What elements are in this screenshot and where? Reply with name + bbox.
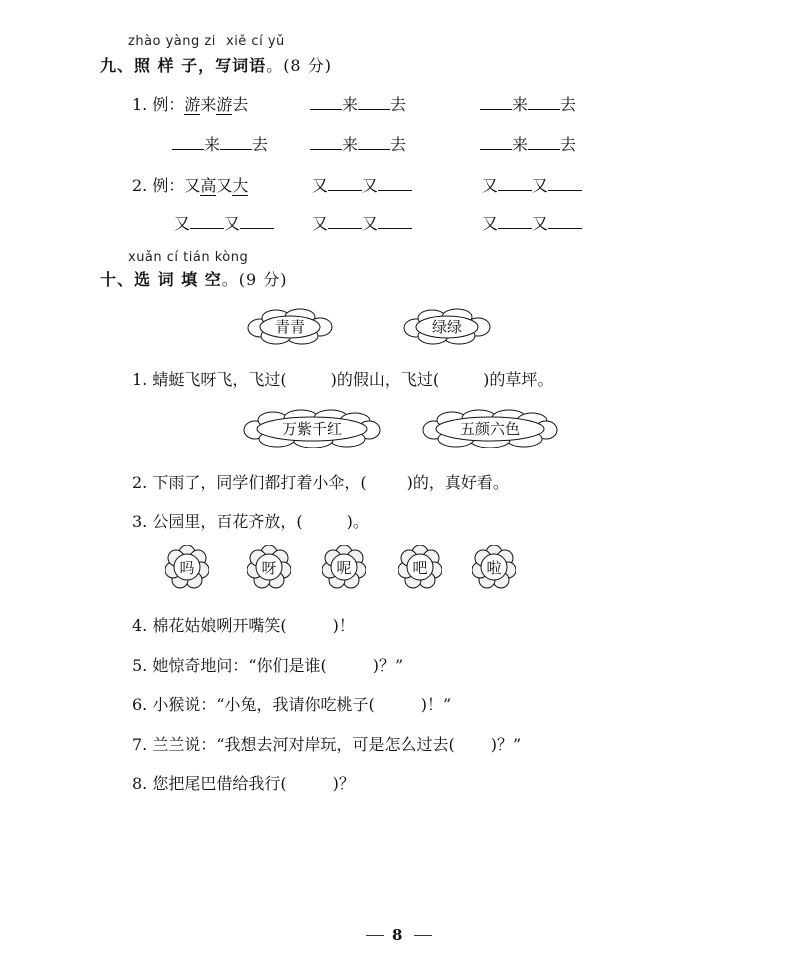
fill-pattern-lai-qu — [310, 92, 406, 115]
word-cloud-wuyan — [422, 408, 558, 448]
fixed-char: 去 — [390, 135, 407, 154]
fixed-char: 又 — [174, 214, 191, 233]
fixed-char: 来 — [512, 95, 529, 114]
example-char: 游 — [184, 95, 201, 114]
answer-blank[interactable] — [310, 135, 342, 150]
example-char: 去 — [232, 95, 249, 114]
question-text: )。 — [346, 512, 369, 531]
answer-blank[interactable] — [310, 95, 342, 110]
answer-blank[interactable] — [220, 135, 252, 150]
answer-blank[interactable] — [358, 95, 390, 110]
question-text: 1. 蜻蜓飞呀飞，飞过( — [132, 370, 287, 389]
answer-blank[interactable] — [328, 176, 362, 191]
question-text: )的假山，飞过( — [330, 370, 440, 389]
example-char: 高 — [200, 176, 217, 195]
answer-blank[interactable] — [378, 214, 412, 229]
fixed-char: 又 — [532, 214, 549, 233]
question-text: 3. 公园里，百花齐放，( — [132, 512, 303, 531]
fixed-char: 去 — [390, 95, 407, 114]
fixed-char: 又 — [224, 214, 241, 233]
answer-blank[interactable] — [548, 176, 582, 191]
answer-blank[interactable] — [480, 135, 512, 150]
flower-word: 吗 — [179, 559, 195, 577]
question-10-5 — [132, 653, 403, 676]
fixed-char: 又 — [482, 214, 499, 233]
example-char: 游 — [216, 95, 233, 114]
fill-pattern-lai-qu — [480, 132, 576, 155]
question-text: 8. 您把尾巴借给我行( — [132, 774, 287, 793]
fill-pattern-lai-qu — [172, 132, 268, 155]
cloud-word: 万紫千红 — [281, 420, 342, 438]
answer-blank[interactable] — [498, 176, 532, 191]
section-10-heading — [100, 267, 288, 290]
section-score: 。(8 分) — [266, 56, 332, 75]
section-9-heading — [100, 53, 332, 76]
answer-blank[interactable] — [240, 214, 274, 229]
fixed-char: 又 — [532, 176, 549, 195]
question-10-7 — [132, 732, 521, 755]
pinyin-title-9a: zhào yàng zi — [128, 34, 216, 49]
fixed-char: 又 — [312, 176, 329, 195]
fill-pattern-you-you — [174, 211, 274, 234]
q9-2-example — [132, 173, 248, 196]
answer-blank[interactable] — [328, 214, 362, 229]
question-10-4 — [132, 613, 355, 636]
flower-word: 呀 — [261, 559, 277, 577]
answer-blank[interactable] — [172, 135, 204, 150]
flower-word: 啦 — [486, 559, 502, 577]
section-title: 选 词 填 空 — [134, 270, 222, 289]
fixed-char: 又 — [482, 176, 499, 195]
fixed-char: 又 — [362, 176, 379, 195]
question-10-3 — [132, 509, 369, 532]
fixed-char: 来 — [342, 135, 359, 154]
example-char: 大 — [232, 176, 249, 195]
flower-word: 吧 — [412, 559, 428, 577]
answer-blank[interactable] — [358, 135, 390, 150]
section-number: 十、 — [100, 270, 135, 289]
answer-blank[interactable] — [498, 214, 532, 229]
answer-blank[interactable] — [548, 214, 582, 229]
question-text: 7. 兰兰说：“我想去河对岸玩，可是怎么过去( — [132, 735, 455, 754]
question-text: )？” — [372, 656, 404, 675]
q9-1-example — [132, 92, 248, 115]
fill-pattern-you-you — [482, 173, 582, 196]
fixed-char: 去 — [560, 135, 577, 154]
fixed-char: 来 — [204, 135, 221, 154]
question-text: 6. 小猴说：“小兔，我请你吃桃子( — [132, 695, 375, 714]
fixed-char: 去 — [560, 95, 577, 114]
question-10-6 — [132, 692, 451, 715]
flower-word-ba — [398, 545, 442, 589]
question-text: 5. 她惊奇地问：“你们是谁( — [132, 656, 327, 675]
question-text: )！” — [420, 695, 452, 714]
example-char: 来 — [200, 95, 217, 114]
answer-blank[interactable] — [528, 135, 560, 150]
fixed-char: 来 — [342, 95, 359, 114]
fill-pattern-you-you — [482, 211, 582, 234]
page-number: 8 — [392, 926, 403, 944]
question-text: 4. 棉花姑娘咧开嘴笑( — [132, 616, 287, 635]
question-text: 2. 下雨了，同学们都打着小伞，( — [132, 473, 367, 492]
fill-pattern-you-you — [312, 211, 412, 234]
question-text: )？ — [332, 774, 355, 793]
question-10-8 — [132, 771, 355, 794]
fill-pattern-you-you — [312, 173, 412, 196]
question-label: 2. 例： — [132, 176, 185, 195]
section-title: 照 样 子 — [134, 56, 199, 75]
footer-rule-left — [366, 935, 384, 936]
section-title-rest: ，写词语 — [198, 56, 267, 75]
cloud-word: 绿绿 — [431, 318, 462, 336]
cloud-word: 青青 — [274, 318, 305, 336]
section-score: 。(9 分) — [221, 270, 288, 289]
flower-word-ma — [165, 545, 209, 589]
flower-word-la — [472, 545, 516, 589]
answer-blank[interactable] — [378, 176, 412, 191]
answer-blank[interactable] — [528, 95, 560, 110]
question-10-1 — [132, 367, 553, 390]
word-cloud-qingqing — [246, 306, 334, 346]
footer-rule-right — [414, 935, 432, 936]
flower-word-ne — [322, 545, 366, 589]
section-number: 九、 — [100, 56, 135, 75]
answer-blank[interactable] — [190, 214, 224, 229]
answer-blank[interactable] — [480, 95, 512, 110]
question-10-2 — [132, 470, 509, 493]
question-text: )！ — [332, 616, 355, 635]
pinyin-title-10: xuǎn cí tián kòng — [128, 250, 249, 265]
question-text: )的，真好看。 — [406, 473, 509, 492]
fill-pattern-lai-qu — [310, 132, 406, 155]
question-label: 1. 例： — [132, 95, 185, 114]
fixed-char: 来 — [512, 135, 529, 154]
flower-word: 呢 — [336, 559, 352, 577]
fill-pattern-lai-qu — [480, 92, 576, 115]
word-cloud-lvlv — [402, 306, 492, 346]
word-cloud-wanzi — [243, 408, 381, 448]
question-text: )的草坪。 — [483, 370, 554, 389]
question-text: )？” — [490, 735, 522, 754]
example-char: 又 — [184, 176, 201, 195]
flower-word-ya — [247, 545, 291, 589]
cloud-word: 五颜六色 — [459, 420, 520, 438]
fixed-char: 又 — [312, 214, 329, 233]
fixed-char: 去 — [252, 135, 269, 154]
pinyin-title-9b: xiě cí yǔ — [226, 34, 285, 49]
fixed-char: 又 — [362, 214, 379, 233]
example-char: 又 — [216, 176, 233, 195]
